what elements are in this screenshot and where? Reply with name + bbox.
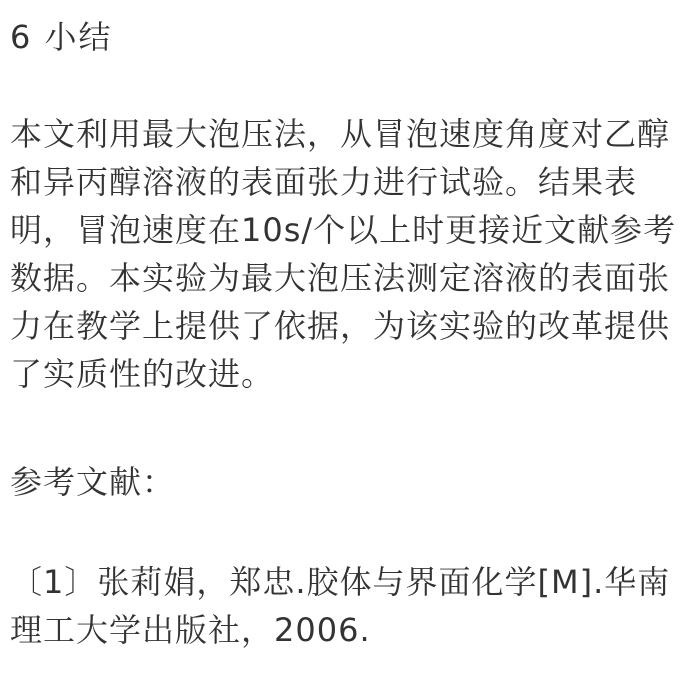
paragraph-line: 了实质性的改进。 bbox=[10, 355, 275, 393]
reference-item bbox=[10, 558, 677, 654]
section-heading: 6 小结 bbox=[10, 18, 113, 56]
summary-paragraph bbox=[10, 110, 677, 398]
reference-line: 〔1〕张莉娟，郑忠.胶体与界面化学[M].华南 bbox=[10, 563, 671, 601]
reference-line: 理工大学出版社，2006. bbox=[10, 611, 371, 649]
paragraph-line: 力在教学上提供了依据，为该实验的改革提供 bbox=[10, 307, 671, 345]
paragraph-line: 明，冒泡速度在10s/个以上时更接近文献参考 bbox=[10, 211, 677, 249]
paragraph-line: 本文利用最大泡压法，从冒泡速度角度对乙醇 bbox=[10, 115, 671, 153]
paragraph-line: 数据。本实验为最大泡压法测定溶液的表面张 bbox=[10, 259, 671, 297]
paragraph-line: 和异丙醇溶液的表面张力进行试验。结果表 bbox=[10, 163, 638, 201]
references-heading: 参考文献： bbox=[10, 463, 176, 501]
